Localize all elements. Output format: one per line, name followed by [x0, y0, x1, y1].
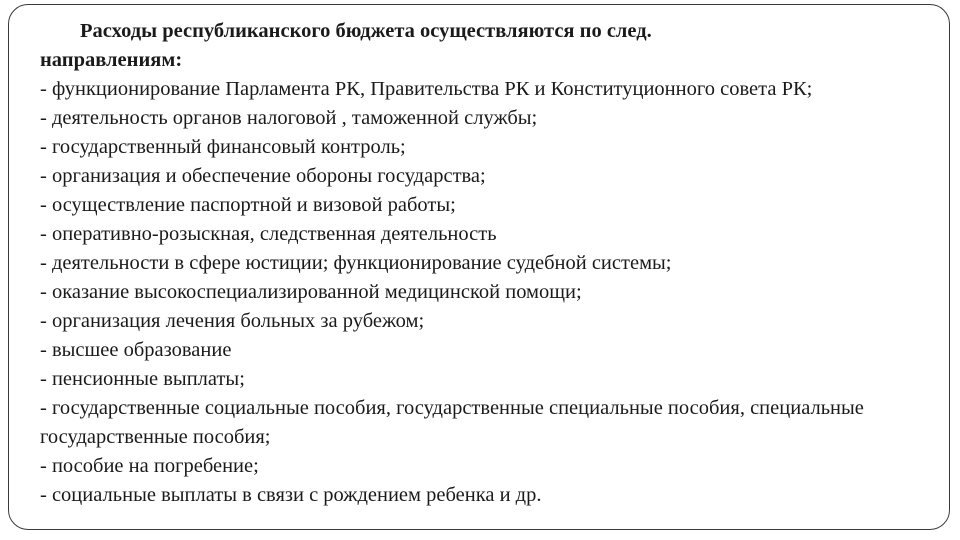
list-item: - государственные социальные пособия, государственные специальные пособия, специальные государственные пособия;: [40, 397, 864, 448]
list-item: - оказание высокоспециализированной медицинской помощи;: [40, 281, 582, 303]
title-line-1: Расходы республиканского бюджета осуществляются по след.: [80, 20, 652, 42]
list-item: - функционирование Парламента РК, Правительства РК и Конституционного совета РК;: [40, 78, 813, 100]
slide-content: [40, 17, 940, 510]
list-item: - пособие на погребение;: [40, 455, 259, 477]
expense-list: [40, 75, 940, 510]
list-item: - государственный финансовый контроль;: [40, 136, 406, 158]
list-item: - пенсионные выплаты;: [40, 368, 245, 390]
list-item: - деятельность органов налоговой , таможенной службы;: [40, 107, 538, 129]
list-item: - деятельности в сфере юстиции; функционирование судебной системы;: [40, 252, 672, 274]
list-item: - организация лечения больных за рубежом;: [40, 310, 425, 332]
list-item: - высшее образование: [40, 339, 232, 361]
list-item: - социальные выплаты в связи с рождением ребенка и др.: [40, 484, 542, 506]
title-line-2: направлениям:: [40, 49, 183, 71]
list-item: - оперативно-розыскная, следственная деятельность: [40, 223, 497, 245]
slide-title: [40, 17, 940, 75]
list-item: - организация и обеспечение обороны государства;: [40, 165, 486, 187]
list-item: - осуществление паспортной и визовой работы;: [40, 194, 456, 216]
